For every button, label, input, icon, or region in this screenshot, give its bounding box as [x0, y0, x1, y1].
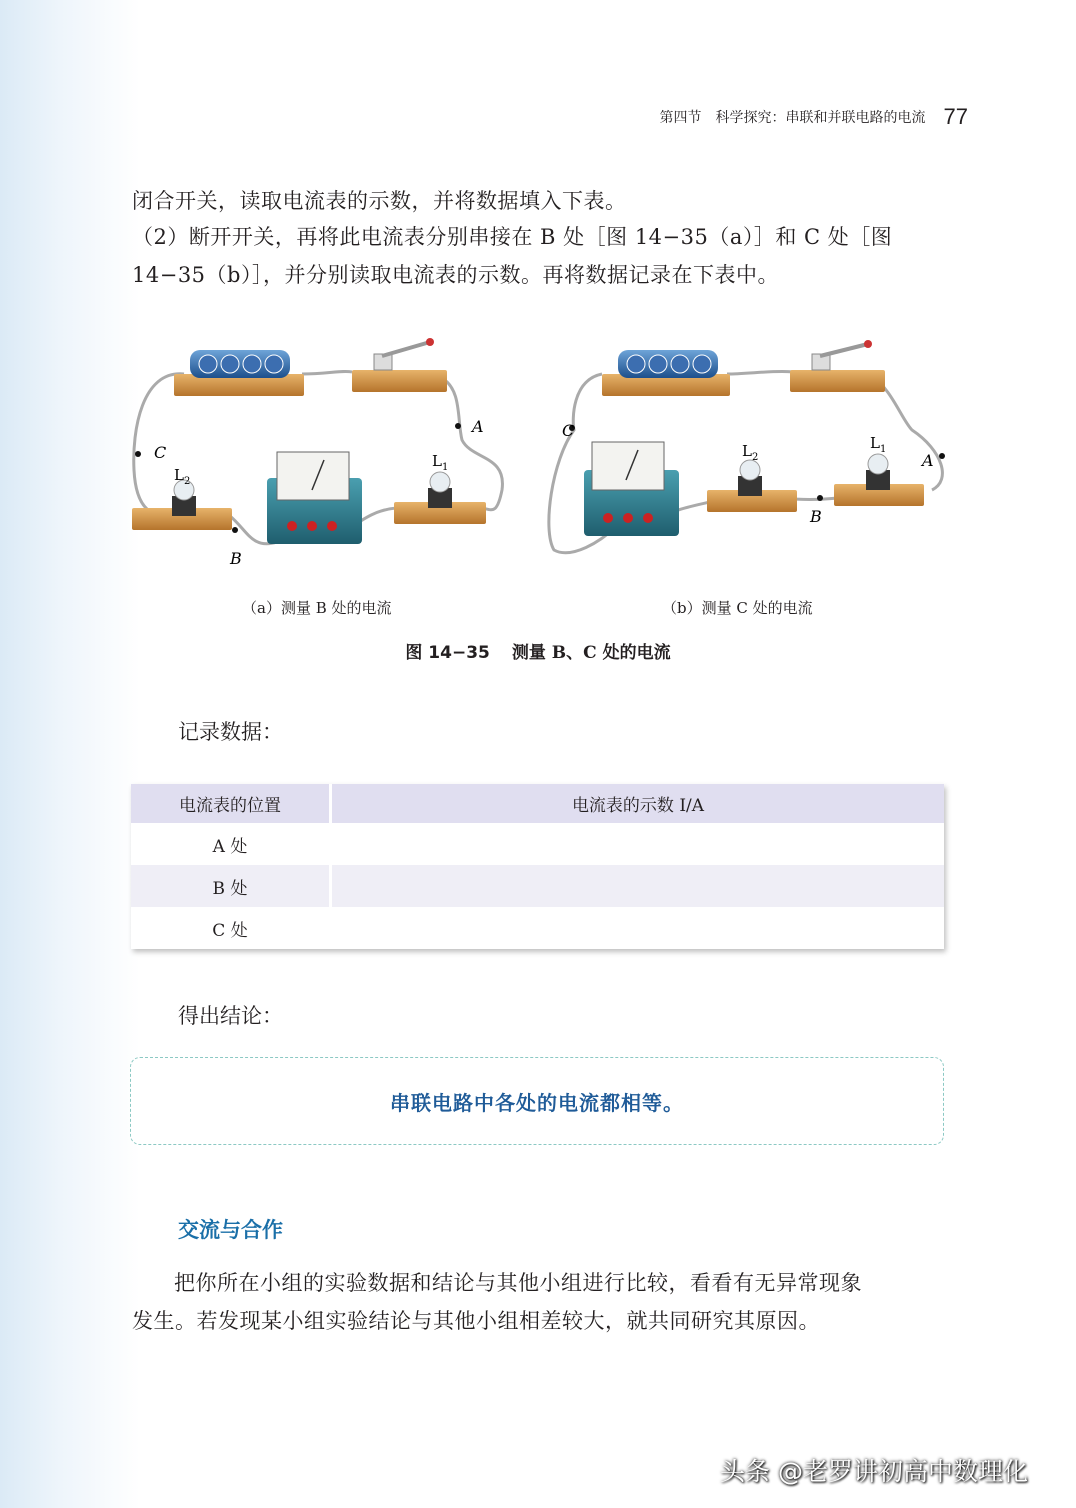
- row-position: B 处: [131, 865, 331, 907]
- header-position: 电流表的位置: [131, 784, 331, 823]
- paragraph-2: （2）断开开关，再将此电流表分别串接在 B 处［图 14−35（a）］和 C 处［图 14−35（b）］，并分别读取电流表的示数。再将数据记录在下表中。: [132, 225, 893, 287]
- paragraph-1: 闭合开关，读取电流表的示数，并将数据填入下表。: [132, 189, 627, 213]
- label-a-C: C: [154, 443, 167, 462]
- label-b-A: A: [922, 451, 934, 470]
- table-row: [131, 823, 944, 865]
- label-a-B: B: [230, 549, 242, 568]
- label-b-B: B: [810, 507, 822, 526]
- conclusion-label: 得出结论：: [178, 1004, 283, 1028]
- label-a-L2: $L_2$: [174, 466, 191, 487]
- table-row: [131, 865, 944, 907]
- label-b-L1: $L_1$: [870, 434, 887, 455]
- label-b-C: C: [562, 421, 575, 440]
- label-a-A: A: [472, 417, 484, 436]
- page-number: 77: [943, 104, 968, 129]
- header-reading: 电流表的示数 I/A: [331, 784, 945, 823]
- conclusion-box: [130, 1057, 944, 1145]
- figure-number: 图 14−35: [405, 643, 490, 663]
- record-data-label: 记录数据：: [178, 720, 283, 744]
- figure-title-text: 测量 B、C 处的电流: [511, 643, 671, 663]
- caption-b: （b）测量 C 处的电流: [662, 599, 813, 617]
- circuit-a: [132, 338, 502, 544]
- caption-a: （a）测量 B 处的电流: [242, 599, 392, 617]
- data-table: [131, 784, 944, 949]
- table-header-row: [131, 784, 944, 823]
- conclusion-text: 串联电路中各处的电流都相等。: [390, 1090, 684, 1115]
- row-position: C 处: [131, 907, 331, 949]
- row-value[interactable]: [331, 865, 945, 907]
- watermark: 头条 @老罗讲初高中数理化: [720, 1457, 1028, 1486]
- figure-title: [0, 638, 1076, 663]
- row-position: A 处: [131, 823, 331, 865]
- label-b-L2: $L_2$: [742, 442, 759, 463]
- circuit-illustration: [112, 330, 972, 592]
- row-value[interactable]: [331, 907, 945, 949]
- header-title: 第四节 科学探究：串联和并联电路的电流: [659, 110, 926, 126]
- running-header: [612, 104, 968, 130]
- table-row: [131, 907, 944, 949]
- paragraph-3-line-2: 发生。若发现某小组实验结论与其他小组相差较大，就共同研究其原因。: [132, 1309, 820, 1333]
- paragraph-3-line-1: 把你所在小组的实验数据和结论与其他小组进行比较，看看有无异常现象: [174, 1271, 862, 1295]
- section-title: 交流与合作: [178, 1217, 283, 1242]
- circuit-figure: [112, 330, 972, 592]
- label-a-L1: $L_1$: [432, 452, 449, 473]
- row-value[interactable]: [331, 823, 945, 865]
